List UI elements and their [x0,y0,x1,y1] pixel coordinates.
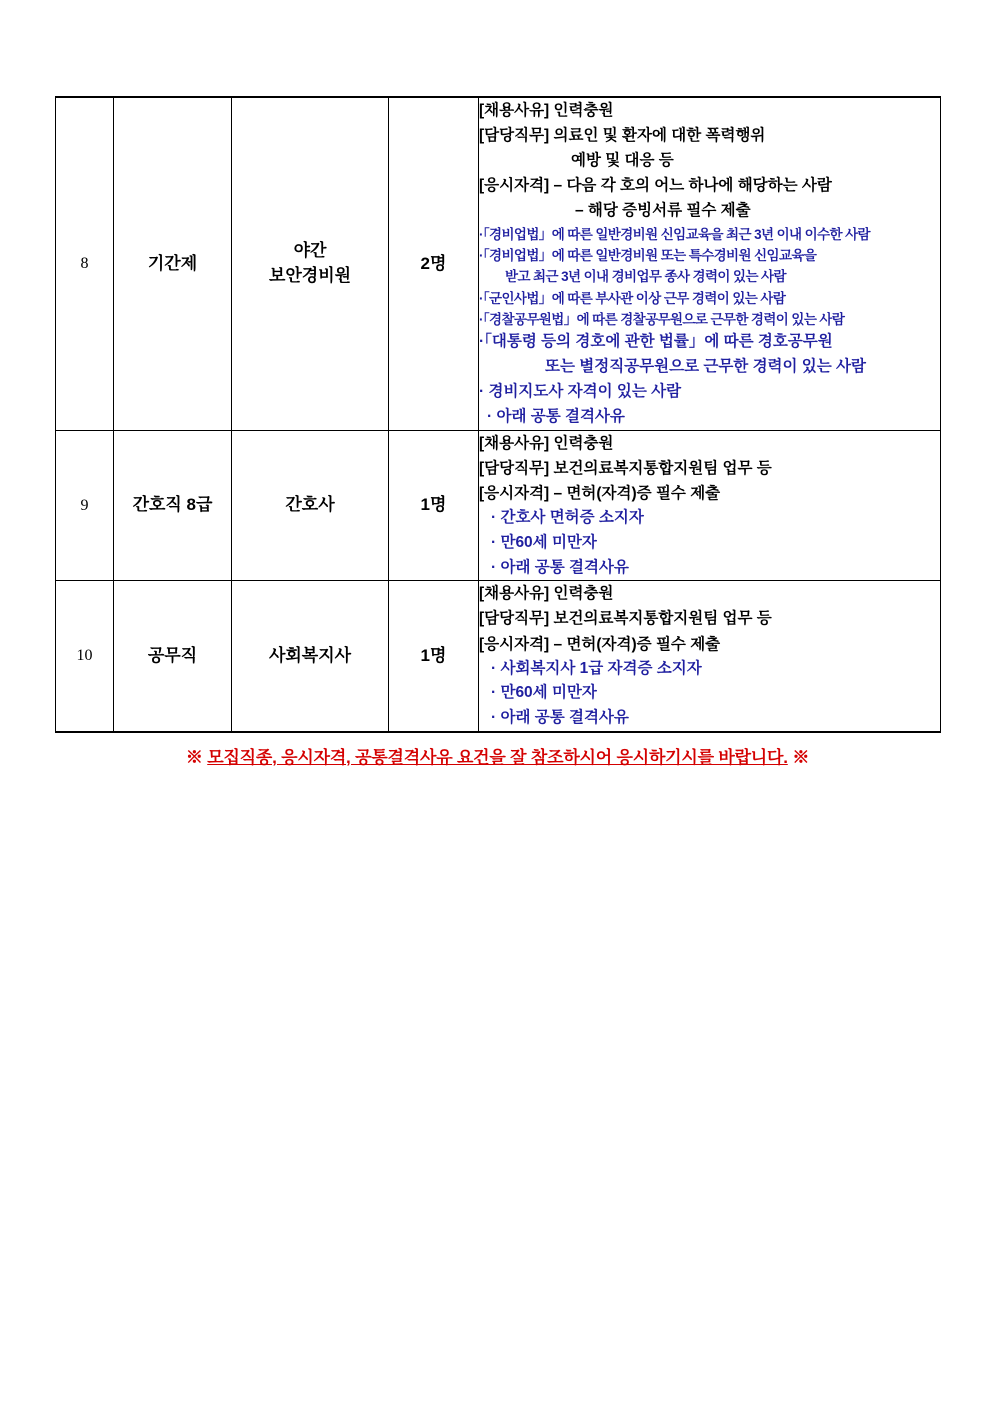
table-row [56,97,941,430]
duty-line: [담당직무] 의료인 및 환자에 대한 폭력행위 [479,127,766,145]
qualification-line: [응시자격] – 면허(자격)증 필수 제출 [479,635,721,653]
table-row [56,581,941,732]
notice-mark-left: ※ [185,748,203,767]
employment-type: 공무직 [114,581,232,732]
list-item: · 아래 공통 결격사유 [487,407,625,425]
reason-line: [채용사유] 인력충원 [479,434,614,452]
recruitment-table [55,96,941,733]
notice-text [55,743,940,768]
list-item: ·「대통령 등의 경호에 관한 법률」에 따른 경호공무원 [479,333,833,351]
row-number: 8 [56,97,114,430]
list-item: 또는 별정직공무원으로 근무한 경력이 있는 사람 [545,358,866,376]
job-title: 사회복지사 [232,581,389,732]
list-item: 받고 최근 3년 이내 경비업무 종사 경력이 있는 사람 [505,269,786,285]
job-title-line1: 야간 [293,241,327,261]
job-title-line2: 보안경비원 [268,265,352,285]
list-item: · 경비지도사 자격이 있는 사람 [479,383,682,401]
qualification-bullet-list [479,506,940,580]
duty-line: [담당직무] 보건의료복지통합지원팀 업무 등 [479,459,772,477]
list-item: · 아래 공통 결격사유 [491,709,629,727]
reason-line: [채용사유] 인력충원 [479,102,614,119]
detail-cell [479,581,941,732]
duty-line-cont: 예방 및 대응 등 [571,152,674,170]
list-item: ·「경비업법」에 따른 일반경비원 신임교육을 최근 3년 이내 이수한 사람 [479,226,870,242]
qualification-bullet-list [479,224,940,430]
duty-line: [담당직무] 보건의료복지통합지원팀 업무 등 [479,610,772,628]
list-item: ·「군인사법」에 따른 부사관 이상 근무 경력이 있는 사람 [479,290,786,306]
qualification-line-cont: – 해당 증빙서류 필수 제출 [575,202,751,220]
employment-type: 기간제 [114,97,232,430]
recruit-count: 2명 [389,97,479,430]
employment-type: 간호직 8급 [114,430,232,581]
reason-line: [채용사유] 인력충원 [479,585,614,603]
notice-body: 모집직종, 응시자격, 공통결격사유 요건을 잘 참조하시어 응시하기시를 바랍니다. [207,748,788,767]
notice-mark-right: ※ [792,748,810,767]
list-item: · 만60세 미만자 [491,684,597,702]
job-title [232,97,389,430]
table-row [56,430,941,581]
recruit-count: 1명 [389,581,479,732]
qualification-bullet-list [479,657,940,731]
detail-cell [479,430,941,581]
row-number: 10 [56,581,114,732]
qualification-line: [응시자격] – 면허(자격)증 필수 제출 [479,484,721,502]
recruit-count: 1명 [389,430,479,581]
list-item: ·「경찰공무원법」에 따른 경찰공무원으로 근무한 경력이 있는 사람 [479,312,845,328]
row-number: 9 [56,430,114,581]
list-item: · 간호사 면허증 소지자 [491,508,644,526]
recruitment-table-wrapper [55,96,940,733]
job-title: 간호사 [232,430,389,581]
list-item: ·「경비업법」에 따른 일반경비원 또는 특수경비원 신임교육을 [479,247,817,263]
list-item: · 사회복지사 1급 자격증 소지자 [491,659,702,677]
list-item: · 만60세 미만자 [491,533,597,551]
detail-cell [479,97,941,430]
qualification-line: [응시자격] – 다음 각 호의 어느 하나에 해당하는 사람 [479,177,832,195]
list-item: · 아래 공통 결격사유 [491,558,629,576]
